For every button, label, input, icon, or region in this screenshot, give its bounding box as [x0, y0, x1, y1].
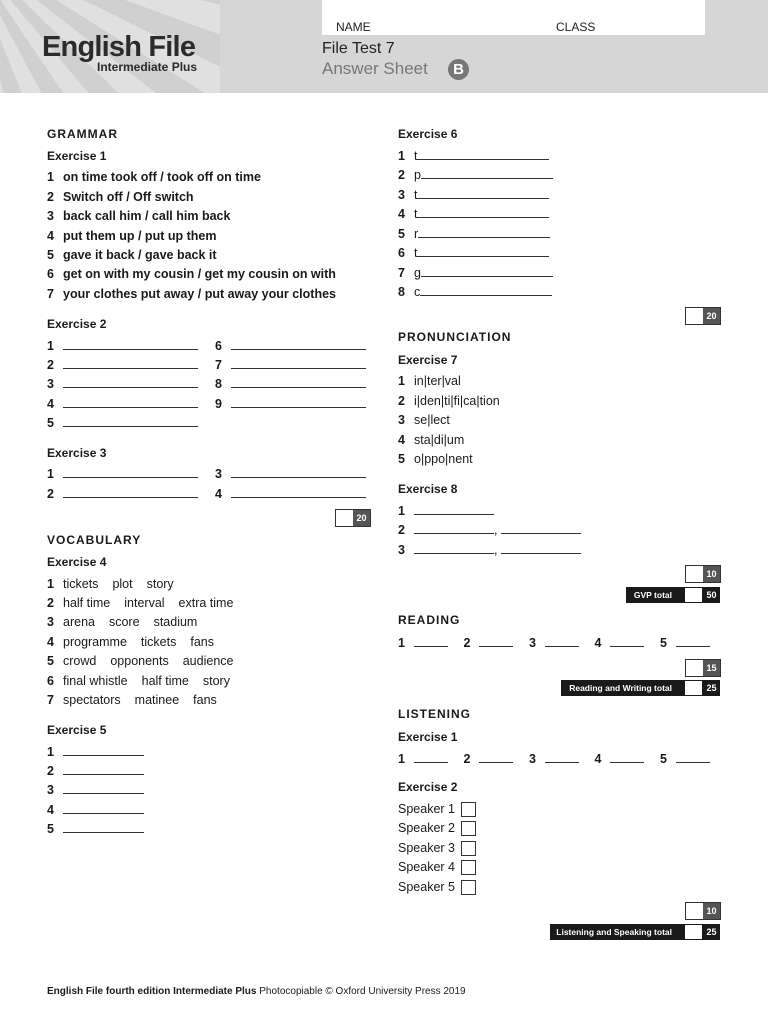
gvp-total-label: GVP total [633, 590, 672, 600]
speaker-checkbox[interactable] [461, 860, 476, 875]
listening-speaking-total-bar [550, 924, 720, 940]
grammar-score-box[interactable] [335, 509, 371, 527]
ex3-answer[interactable]: 3 [215, 467, 366, 481]
test-title: File Test 7 [322, 40, 395, 57]
speaker-row: Speaker 3 [398, 841, 476, 856]
ex6-answer[interactable]: 3 t [398, 188, 549, 202]
ex6-answer[interactable]: 2 p [398, 168, 553, 182]
ex2-answer[interactable]: 1 [47, 339, 198, 353]
footer-copyright: Photocopiable © Oxford University Press 2019 [259, 986, 466, 997]
answer-sheet-title: Answer Sheet [322, 59, 428, 78]
ex4-item[interactable]: 5 crowd opponents audience [47, 654, 234, 668]
exercise-3-heading: Exercise 3 [47, 446, 107, 460]
ex2-answer[interactable]: 7 [215, 358, 366, 372]
reading-writing-total-value: 25 [706, 683, 717, 693]
speaker-checkbox[interactable] [461, 821, 476, 836]
listening-score-box[interactable] [685, 902, 721, 920]
listening-exercise-2-heading: Exercise 2 [398, 780, 458, 794]
exercise-2-heading: Exercise 2 [47, 317, 107, 331]
speaker-checkbox[interactable] [461, 880, 476, 895]
ex5-answer[interactable]: 2 [47, 764, 144, 778]
ex4-item[interactable]: 7 spectators matinee fans [47, 693, 217, 707]
ex5-answer[interactable]: 3 [47, 783, 144, 797]
speaker-checkbox[interactable] [461, 841, 476, 856]
pronunciation-score: 10 [703, 566, 720, 582]
gvp-total-value: 50 [706, 590, 717, 600]
ex1-item[interactable]: 4 put them up / put up them [47, 229, 217, 243]
ex7-item[interactable]: 4 sta|di|um [398, 433, 465, 447]
ex1-item[interactable]: 5 gave it back / gave back it [47, 248, 217, 262]
ex7-item[interactable]: 2 i|den|ti|fi|ca|tion [398, 394, 500, 408]
version-badge: B [448, 59, 469, 80]
listening-speaking-total-value: 25 [706, 927, 717, 937]
ex2-answer[interactable]: 6 [215, 339, 366, 353]
listening-score: 10 [703, 903, 720, 919]
ex7-item[interactable]: 1 in|ter|val [398, 374, 461, 388]
ex6-answer[interactable]: 7 g [398, 266, 553, 280]
exercise-1-heading: Exercise 1 [47, 149, 107, 163]
speaker-row: Speaker 1 [398, 802, 476, 817]
ex7-item[interactable]: 5 o|ppo|nent [398, 452, 473, 466]
class-label: CLASS [556, 20, 596, 34]
ex8-answer[interactable]: 2 , [398, 523, 581, 537]
ex4-item[interactable]: 6 final whistle half time story [47, 674, 230, 688]
ex6-answer[interactable]: 5 r [398, 227, 550, 241]
listening-ex1-answers[interactable]: 1 2 3 4 5 [398, 752, 710, 766]
speaker-row: Speaker 5 [398, 880, 476, 895]
reading-score-box[interactable] [685, 659, 721, 677]
ex7-item[interactable]: 3 se|lect [398, 413, 450, 427]
reading-writing-total-input[interactable] [684, 680, 703, 696]
logo: English File [42, 31, 196, 63]
ex2-answer[interactable]: 8 [215, 377, 366, 391]
listening-speaking-total-input[interactable] [684, 924, 703, 940]
pronunciation-score-box[interactable] [685, 565, 721, 583]
listening-exercise-1-heading: Exercise 1 [398, 730, 458, 744]
speaker-row: Speaker 2 [398, 821, 476, 836]
reading-writing-total-label: Reading and Writing total [569, 683, 672, 693]
listening-heading: LISTENING [398, 707, 472, 721]
ex5-answer[interactable]: 5 [47, 822, 144, 836]
ex6-answer[interactable]: 4 t [398, 207, 549, 221]
name-class-box[interactable] [322, 0, 705, 35]
footer-edition: English File fourth edition Intermediate Plus [47, 986, 257, 997]
ex1-item[interactable]: 1 on time took off / took off on time [47, 170, 261, 184]
reading-answers[interactable]: 1 2 3 4 5 [398, 636, 710, 650]
speaker-row: Speaker 4 [398, 860, 476, 875]
logo-subtitle: Intermediate Plus [97, 60, 198, 74]
ex3-answer[interactable]: 2 [47, 487, 198, 501]
ex2-answer[interactable]: 3 [47, 377, 198, 391]
ex6-answer[interactable]: 6 t [398, 246, 549, 260]
ex3-answer[interactable]: 1 [47, 467, 198, 481]
ex4-item[interactable]: 1 tickets plot story [47, 577, 174, 591]
ex8-answer[interactable]: 1 [398, 504, 494, 518]
ex4-item[interactable]: 4 programme tickets fans [47, 635, 214, 649]
gvp-total-input[interactable] [684, 587, 703, 603]
name-label: NAME [336, 20, 371, 34]
grammar-score: 20 [353, 510, 370, 526]
ex3-answer[interactable]: 4 [215, 487, 366, 501]
speaker-checkbox[interactable] [461, 802, 476, 817]
vocabulary-score-box[interactable] [685, 307, 721, 325]
page-header [0, 0, 768, 93]
listening-speaking-total-label: Listening and Speaking total [556, 927, 672, 937]
ex6-answer[interactable]: 1 t [398, 149, 549, 163]
ex1-item[interactable]: 6 get on with my cousin / get my cousin on with [47, 267, 336, 281]
exercise-4-heading: Exercise 4 [47, 555, 107, 569]
exercise-7-heading: Exercise 7 [398, 353, 458, 367]
ex2-answer[interactable]: 9 [215, 397, 366, 411]
gvp-total-bar [626, 587, 720, 603]
ex4-item[interactable]: 3 arena score stadium [47, 615, 198, 629]
pronunciation-heading: PRONUNCIATION [398, 330, 512, 344]
ex5-answer[interactable]: 1 [47, 745, 144, 759]
reading-writing-total-bar [561, 680, 720, 696]
ex8-answer[interactable]: 3 , [398, 543, 581, 557]
ex5-answer[interactable]: 4 [47, 803, 144, 817]
ex2-answer[interactable]: 4 [47, 397, 198, 411]
ex6-answer[interactable]: 8 c [398, 285, 552, 299]
exercise-8-heading: Exercise 8 [398, 482, 458, 496]
reading-heading: READING [398, 613, 461, 627]
grammar-heading: GRAMMAR [47, 127, 118, 141]
exercise-6-heading: Exercise 6 [398, 127, 458, 141]
ex1-item[interactable]: 2 Switch off / Off switch [47, 190, 194, 204]
vocabulary-heading: VOCABULARY [47, 533, 142, 547]
ex1-item[interactable]: 7 your clothes put away / put away your clothes [47, 287, 336, 301]
footer [47, 986, 466, 997]
vocabulary-score: 20 [703, 308, 720, 324]
ex2-answer[interactable]: 5 [47, 416, 198, 430]
ex2-answer[interactable]: 2 [47, 358, 198, 372]
reading-score: 15 [703, 660, 720, 676]
ex4-item[interactable]: 2 half time interval extra time [47, 596, 234, 610]
exercise-5-heading: Exercise 5 [47, 723, 107, 737]
ex1-item[interactable]: 3 back call him / call him back [47, 209, 231, 223]
